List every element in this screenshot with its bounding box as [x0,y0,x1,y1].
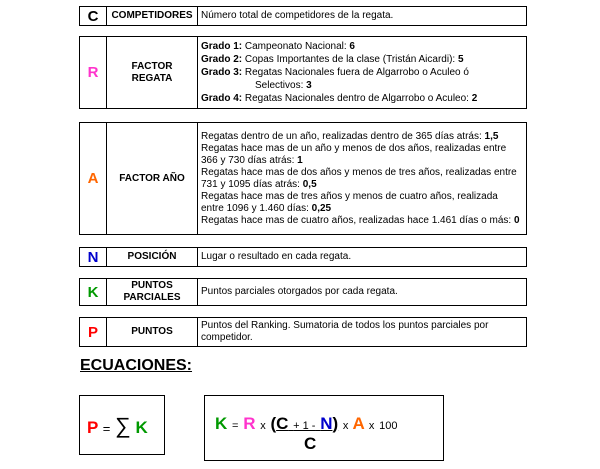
eq2-close: ) [332,414,339,433]
label-puntos-ranking: PUNTOS [107,318,198,347]
grades-list [198,37,527,109]
desc-puntos: Puntos del Ranking. Sumatoria de todos los puntos parciales por competidor. [198,318,527,347]
grade-3-cont: Selectivos: 3 [255,80,312,91]
year-factor-list [198,123,527,235]
grade-4: Grado 4: Regatas Nacionales dentro de Algarrobo o Aculeo: 2 [201,93,478,104]
label-factor: FACTOR [131,60,173,72]
eq2-open: ( [270,414,277,433]
eq2-hundred: 100 [379,420,398,432]
label-factor-regata [107,37,198,109]
grade-2: Grado 2: Copas Importantes de la clase (Tristán Aicardi): 5 [201,54,464,65]
row-puntos-parciales [79,278,527,306]
label-puntos-parciales [107,279,198,306]
row-competidores [79,6,527,26]
eq2-k: K [215,414,228,433]
desc-posicion: Lugar o resultado en cada regata. [198,248,527,267]
grade-3: Grado 3: Regatas Nacionales fuera de Algarrobo o Aculeo ó [201,67,469,78]
eq2-denominator: C [304,434,317,453]
eq2-a: A [352,414,365,433]
desc-competidores: Número total de competidores de la regata. [198,7,527,26]
eq2-x1: x [260,420,266,432]
desc-puntos-parciales: Puntos parciales otorgados por cada regata. [198,279,527,306]
eq2-x2: x [342,420,349,432]
grade-1: Grado 1: Campeonato Nacional: 6 [201,41,355,52]
eq2-n: N [320,414,333,433]
label-parciales: PARCIALES [123,292,181,303]
label-puntos: PUNTOS [131,280,173,291]
letter-k: K [80,279,107,306]
label-regata: REGATA [131,72,173,84]
letter-a: A [80,123,107,235]
eq2-plus-one-minus: + 1 - [293,420,316,432]
eq2-c: C [276,414,289,433]
equation-1-box [79,395,165,455]
eq1-equals: = [102,421,111,436]
equation-2 [215,414,397,434]
label-competidores: COMPETIDORES [107,7,198,26]
letter-c: C [80,7,107,26]
year-item-3: Regatas hace mas de dos años y menos de tres años, realizadas entre 731 y 1095 días atrás: 0,5 [201,166,517,190]
letter-n: N [80,248,107,267]
eq1-sigma: ∑ [115,413,131,438]
equations-heading: ECUACIONES: [80,357,193,374]
eq2-r: R [243,414,256,433]
year-item-1: Regatas dentro de un año, realizadas dentro de 365 días atrás: 1,5 [201,130,499,142]
equation-2-box [204,395,444,461]
row-posicion [79,247,527,267]
eq1-p: P [87,418,99,437]
eq1-k: K [135,418,148,437]
row-factor-ano [79,122,527,235]
year-item-4: Regatas hace mas de tres años y menos de cuatro años, realizada entre 1096 y 1.460 días: 0,25 [201,190,498,214]
eq2-numerator [270,414,338,433]
row-factor-regata [79,36,527,109]
equation-1 [87,413,148,439]
eq2-x3: x [368,420,375,432]
letter-r: R [80,37,107,109]
label-posicion: POSICIÓN [107,248,198,267]
eq2-equals: = [232,420,239,432]
year-item-5: Regatas hace mas de cuatro años, realizadas hace 1.461 días o más: 0 [201,214,520,226]
label-factor-ano: FACTOR AÑO [107,123,198,235]
row-puntos [79,317,527,347]
year-item-2: Regatas hace mas de un año y menos de dos años, realizadas entre 366 y 730 días atrás: 1 [201,142,507,166]
letter-p: P [80,318,107,347]
